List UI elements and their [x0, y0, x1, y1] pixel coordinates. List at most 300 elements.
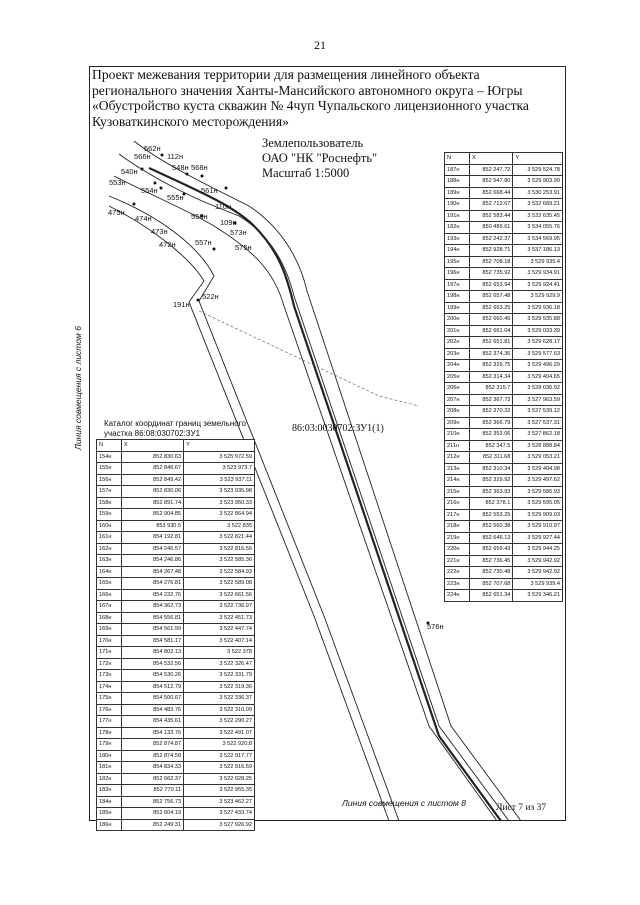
table-cell: 852 668.44	[470, 187, 513, 199]
table-row	[445, 360, 563, 372]
table-header-row	[445, 153, 563, 165]
point-label: 575н	[235, 243, 252, 252]
bottom-alignment-label: Линия совмещения с листом 8	[342, 798, 466, 808]
table-header-cell: N	[445, 153, 470, 165]
table-cell: 854 483.76	[122, 704, 184, 716]
table-row	[445, 371, 563, 383]
table-header-cell: X	[122, 440, 184, 452]
table-cell: 854 133.76	[122, 727, 184, 739]
table-row	[97, 589, 255, 601]
table-cell: 852 657.48	[470, 291, 513, 303]
table-cell: 3 532 635.45	[513, 210, 563, 222]
table-cell: 3 522 584.93	[184, 566, 255, 578]
table-row	[445, 394, 563, 406]
table-cell: 852 770.11	[122, 785, 184, 797]
table-cell: 204н	[445, 360, 470, 372]
table-cell: 185н	[97, 808, 122, 820]
boundary-point	[197, 299, 200, 302]
table-cell: 854 232.76	[122, 589, 184, 601]
table-cell: 852 651.81	[470, 337, 513, 349]
table-cell: 3 528 036.92	[513, 383, 563, 395]
table-cell: 3 529 586.93	[513, 486, 563, 498]
table-row	[97, 693, 255, 705]
table-row	[445, 164, 563, 176]
table-cell: 3 529 929.9	[513, 291, 563, 303]
point-label: 475н	[108, 208, 125, 217]
table-cell: 200н	[445, 314, 470, 326]
table-cell: 186н	[97, 819, 122, 831]
table-cell: 852 874.87	[122, 739, 184, 751]
table-cell: 852 583.44	[470, 210, 513, 222]
table-row	[97, 601, 255, 613]
table-cell: 183н	[97, 785, 122, 797]
table-cell: 3 529 939.4	[513, 578, 563, 590]
table-cell: 165н	[97, 578, 122, 590]
table-cell: 852 651.34	[470, 590, 513, 602]
table-cell: 3 522 407.14	[184, 635, 255, 647]
table-cell: 3 522 955.35	[184, 785, 255, 797]
table-row	[445, 187, 563, 199]
table-row	[445, 440, 563, 452]
table-cell: 167н	[97, 601, 122, 613]
table-cell: 202н	[445, 337, 470, 349]
table-cell: 854 246.86	[122, 555, 184, 567]
table-cell: 3 522 451.73	[184, 612, 255, 624]
table-cell: 852 315.7	[470, 383, 513, 395]
table-cell: 3 527 862.18	[513, 429, 563, 441]
table-row	[445, 544, 563, 556]
table-cell: 3 522 331.79	[184, 670, 255, 682]
point-label: 474н	[135, 214, 152, 223]
table-row	[445, 429, 563, 441]
table-row	[97, 704, 255, 716]
table-cell: 852 730.48	[470, 567, 513, 579]
table-cell: 191н	[445, 210, 470, 222]
table-cell: 3 527 926.92	[184, 819, 255, 831]
point-label: 561н	[201, 186, 218, 195]
table-cell: 3 529 927.44	[513, 532, 563, 544]
table-row	[97, 566, 255, 578]
table-cell: 154н	[97, 451, 122, 463]
table-cell: 3 529 909.03	[513, 509, 563, 521]
point-label: 568н	[191, 163, 208, 172]
table-cell: 3 537 186.13	[513, 245, 563, 257]
table-cell: 188н	[445, 176, 470, 188]
page-title: Проект межевания территории для размещения линейного объекта регионального значения Ханты-Мансийского автономного округа – Югры «Обустройство куста скважин № 4чуп Чупальского лицензионного участка Кузоваткинского месторождения»	[92, 67, 529, 129]
table-cell: 201н	[445, 325, 470, 337]
table-cell: 3 529 628.17	[513, 337, 563, 349]
point-label: 473н	[151, 227, 168, 236]
boundary-point	[141, 168, 144, 171]
table-row	[445, 567, 563, 579]
table-cell: 180н	[97, 750, 122, 762]
table-cell: 852 662.37	[122, 773, 184, 785]
table-cell: 216н	[445, 498, 470, 510]
table-cell: 852 708.18	[470, 256, 513, 268]
table-row	[97, 474, 255, 486]
cadastral-number-label: 86:03:0030702:ЗУ1(1)	[292, 423, 384, 434]
table-cell: 3 529 496.29	[513, 360, 563, 372]
table-row	[97, 578, 255, 590]
owner-name: ОАО "НК "Роснефть"	[262, 151, 378, 165]
table-cell: 3 529 942.92	[513, 555, 563, 567]
table-cell: 3 530 253.91	[513, 187, 563, 199]
table-cell: 852 370.32	[470, 406, 513, 418]
table-cell: 210н	[445, 429, 470, 441]
table-row	[445, 233, 563, 245]
table-row	[445, 348, 563, 360]
table-row	[97, 819, 255, 831]
table-row	[97, 739, 255, 751]
table-cell: 171н	[97, 647, 122, 659]
table-cell: 854 512.79	[122, 681, 184, 693]
table-cell: 3 529 595.05	[513, 498, 563, 510]
table-cell: 3 522 378	[184, 647, 255, 659]
table-cell: 223н	[445, 578, 470, 590]
table-row	[445, 486, 563, 498]
table-cell: 214н	[445, 475, 470, 487]
point-label: 573н	[230, 228, 247, 237]
table-cell: 3 522 916.59	[184, 762, 255, 774]
table-cell: 854 556.81	[122, 612, 184, 624]
table-cell: 182н	[97, 773, 122, 785]
table-row	[445, 521, 563, 533]
table-header-cell: Y	[184, 440, 255, 452]
side-alignment-label: Линия совмещения с листом 6	[73, 326, 83, 450]
table-cell: 196н	[445, 268, 470, 280]
table-cell: 852 830.63	[122, 451, 184, 463]
table-cell: 164н	[97, 566, 122, 578]
table-cell: 3 529 936.18	[513, 302, 563, 314]
table-cell: 208н	[445, 406, 470, 418]
table-cell: 852 849.42	[122, 474, 184, 486]
table-cell: 854 500.67	[122, 693, 184, 705]
table-row	[97, 612, 255, 624]
table-cell: 852 928.71	[470, 245, 513, 257]
point-label: 554н	[141, 186, 158, 195]
table-row	[445, 279, 563, 291]
table-row	[445, 325, 563, 337]
table-cell: 3 529 942.92	[513, 567, 563, 579]
table-cell: 190н	[445, 199, 470, 211]
table-cell: 3 534 055.76	[513, 222, 563, 234]
table-cell: 211н	[445, 440, 470, 452]
table-cell: 3 522 920.8	[184, 739, 255, 751]
boundary-point	[154, 182, 157, 185]
boundary-point	[160, 187, 163, 190]
table-cell: 212н	[445, 452, 470, 464]
table-cell: 852 830.06	[122, 486, 184, 498]
table-row	[97, 635, 255, 647]
table-cell: 205н	[445, 371, 470, 383]
table-row	[97, 497, 255, 509]
table-cell: 162н	[97, 543, 122, 555]
point-label: 566н	[134, 152, 151, 161]
table-cell: 3 522 661.56	[184, 589, 255, 601]
table-cell: 852 874.58	[122, 750, 184, 762]
table-cell: 172н	[97, 658, 122, 670]
boundary-point	[133, 203, 136, 206]
table-cell: 221н	[445, 555, 470, 567]
table-cell: 213н	[445, 463, 470, 475]
scale-label: Масштаб 1:5000	[262, 166, 350, 180]
table-cell: 850 489.61	[470, 222, 513, 234]
table-cell: 3 522 310.09	[184, 704, 255, 716]
table-cell: 219н	[445, 532, 470, 544]
point-label: 522н	[202, 292, 219, 301]
point-label: 109н	[220, 218, 237, 227]
table-cell: 3 529 404.98	[513, 463, 563, 475]
table-cell: 166н	[97, 589, 122, 601]
table-cell: 852 374.36	[470, 348, 513, 360]
table-row	[97, 796, 255, 808]
table-cell: 173н	[97, 670, 122, 682]
table-cell: 854 267.48	[122, 566, 184, 578]
table-cell: 3 527 539.12	[513, 406, 563, 418]
table-cell: 199н	[445, 302, 470, 314]
table-cell: 852 547.80	[470, 176, 513, 188]
table-row	[445, 555, 563, 567]
table-cell: 852 663.25	[470, 302, 513, 314]
table-cell: 3 522 326.47	[184, 658, 255, 670]
table-row	[445, 417, 563, 429]
table-cell: 852 891.74	[122, 497, 184, 509]
table-cell: 3 529 524.78	[513, 164, 563, 176]
table-cell: 3 523 950.33	[184, 497, 255, 509]
table-cell: 160н	[97, 520, 122, 532]
table-cell: 852 604.19	[122, 808, 184, 820]
table-cell: 3 529 346.21	[513, 590, 563, 602]
table-cell: 157н	[97, 486, 122, 498]
table-cell: 852 363.93	[470, 486, 513, 498]
table-cell: 161н	[97, 532, 122, 544]
table-cell: 3 522 336.37	[184, 693, 255, 705]
table-cell: 3 522 835	[184, 520, 255, 532]
table-row	[445, 337, 563, 349]
table-cell: 195н	[445, 256, 470, 268]
coordinates-table-right	[444, 152, 563, 602]
table-cell: 852 712.67	[470, 199, 513, 211]
table-cell: 156н	[97, 474, 122, 486]
table-cell: 3 529 935.4	[513, 256, 563, 268]
coordinates-table-left	[96, 439, 255, 831]
table-cell: 3 523 935.98	[184, 486, 255, 498]
point-label: 112н	[167, 152, 184, 161]
table-cell: 852 242.37	[470, 233, 513, 245]
table-cell: 3 523 462.27	[184, 796, 255, 808]
table-cell: 179н	[97, 739, 122, 751]
table-cell: 182н	[445, 222, 470, 234]
table-cell: 197н	[445, 279, 470, 291]
table-row	[445, 210, 563, 222]
page-number: 21	[314, 38, 326, 52]
table-cell: 852 707.68	[470, 578, 513, 590]
table-row	[97, 543, 255, 555]
table-row	[97, 681, 255, 693]
boundary-point	[225, 187, 228, 190]
table-cell: 3 523 937.11	[184, 474, 255, 486]
table-cell: 852 660.46	[470, 314, 513, 326]
table-cell: 853 930.5	[122, 520, 184, 532]
table-cell: 852 247.72	[470, 164, 513, 176]
table-row	[445, 498, 563, 510]
table-row	[445, 302, 563, 314]
table-cell: 3 522 821.44	[184, 532, 255, 544]
table-header-row	[97, 440, 255, 452]
table-cell: 194н	[445, 245, 470, 257]
table-cell: 852 378.1	[470, 498, 513, 510]
table-cell: 854 192.81	[122, 532, 184, 544]
table-cell: 217н	[445, 509, 470, 521]
table-row	[445, 383, 563, 395]
table-cell: 3 522 864.94	[184, 509, 255, 521]
table-cell: 222н	[445, 567, 470, 579]
table-row	[445, 222, 563, 234]
point-label: 556н	[191, 212, 208, 221]
owner-label: Землепользователь	[262, 136, 364, 150]
table-cell: 3 522 319.36	[184, 681, 255, 693]
owner-block	[262, 136, 377, 181]
table-cell: 3 527 963.59	[513, 394, 563, 406]
table-cell: 215н	[445, 486, 470, 498]
point-label: 557н	[195, 238, 212, 247]
table-cell: 3 523 973.7	[184, 463, 255, 475]
point-label: 472н	[159, 240, 176, 249]
table-cell: 852 904.85	[122, 509, 184, 521]
table-cell: 220н	[445, 544, 470, 556]
table-row	[97, 520, 255, 532]
table-cell: 3 522 917.77	[184, 750, 255, 762]
table-row	[445, 314, 563, 326]
table-row	[445, 245, 563, 257]
point-label: 110н	[215, 202, 232, 211]
table-cell: 854 362.73	[122, 601, 184, 613]
table-row	[445, 475, 563, 487]
table-cell: 3 522 585.36	[184, 555, 255, 567]
point-label: 540н	[121, 167, 138, 176]
table-cell: 3 529 924.41	[513, 279, 563, 291]
table-row	[97, 750, 255, 762]
table-cell: 3 522 736.97	[184, 601, 255, 613]
table-cell: 155н	[97, 463, 122, 475]
table-cell: 3 529 577.63	[513, 348, 563, 360]
table-row	[97, 532, 255, 544]
table-cell: 852 329.75	[470, 360, 513, 372]
table-cell: 852 366.79	[470, 417, 513, 429]
table-cell: 852 756.73	[122, 796, 184, 808]
point-label: 553н	[109, 178, 126, 187]
table-cell: 3 534 569.95	[513, 233, 563, 245]
table-cell: 3 529 497.62	[513, 475, 563, 487]
table-cell: 3 529 903.99	[513, 176, 563, 188]
table-cell: 218н	[445, 521, 470, 533]
point-label: 191н	[173, 300, 190, 309]
table-row	[445, 463, 563, 475]
point-label: 548н	[172, 163, 189, 172]
table-cell: 854 530.26	[122, 670, 184, 682]
table-cell: 169н	[97, 624, 122, 636]
table-cell: 852 646.13	[470, 532, 513, 544]
table-cell: 3 527 433.74	[184, 808, 255, 820]
table-cell: 852 311.68	[470, 452, 513, 464]
table-cell: 854 561.99	[122, 624, 184, 636]
table-cell: 3 522 816.56	[184, 543, 255, 555]
table-row	[445, 199, 563, 211]
table-cell: 176н	[97, 704, 122, 716]
table-cell: 203н	[445, 348, 470, 360]
table-cell: 177н	[97, 716, 122, 728]
table-cell: 3 522 447.74	[184, 624, 255, 636]
table-cell: 3 529 935.88	[513, 314, 563, 326]
table-cell: 852 310.34	[470, 463, 513, 475]
table-cell: 159н	[97, 509, 122, 521]
boundary-point	[186, 173, 189, 176]
table-cell: 854 532.56	[122, 658, 184, 670]
table-cell: 852 560.38	[470, 521, 513, 533]
table-cell: 198н	[445, 291, 470, 303]
table-cell: 170н	[97, 635, 122, 647]
table-cell: 3 529 053.21	[513, 452, 563, 464]
table-row	[97, 647, 255, 659]
table-row	[97, 808, 255, 820]
table-row	[445, 256, 563, 268]
table-row	[97, 716, 255, 728]
table-cell: 852 653.94	[470, 279, 513, 291]
table-cell: 3 522 290.27	[184, 716, 255, 728]
table-cell: 3 525 972.59	[184, 451, 255, 463]
table-cell: 852 249.31	[122, 819, 184, 831]
table-cell: 168н	[97, 612, 122, 624]
table-cell: 163н	[97, 555, 122, 567]
table-cell: 207н	[445, 394, 470, 406]
table-header-cell: Y	[513, 153, 563, 165]
table-row	[97, 727, 255, 739]
table-row	[445, 509, 563, 521]
table-row	[97, 624, 255, 636]
table-cell: 209н	[445, 417, 470, 429]
table-cell: 187н	[445, 164, 470, 176]
table-row	[445, 176, 563, 188]
table-cell: 854 276.81	[122, 578, 184, 590]
table-cell: 175н	[97, 693, 122, 705]
table-cell: 3 529 033.39	[513, 325, 563, 337]
table-row	[97, 658, 255, 670]
table-row	[445, 578, 563, 590]
table-cell: 852 846.67	[122, 463, 184, 475]
table-cell: 852 353.06	[470, 429, 513, 441]
table-cell: 852 329.92	[470, 475, 513, 487]
point-label: 576н	[427, 622, 444, 631]
table-row	[445, 406, 563, 418]
table-cell: 3 529 910.97	[513, 521, 563, 533]
table-cell: 206н	[445, 383, 470, 395]
table-cell: 189н	[445, 187, 470, 199]
table-cell: 3 522 491.07	[184, 727, 255, 739]
table-cell: 3 522 928.25	[184, 773, 255, 785]
table-cell: 184н	[97, 796, 122, 808]
leader-line	[199, 311, 419, 406]
table-cell: 158н	[97, 497, 122, 509]
boundary-point	[213, 248, 216, 251]
table-row	[97, 451, 255, 463]
table-row	[97, 670, 255, 682]
sheet-number-label: Лист 7 из 37	[496, 803, 547, 813]
boundary-point	[161, 154, 164, 157]
table-cell: 852 314.34	[470, 371, 513, 383]
table-row	[97, 509, 255, 521]
table-cell: 3 529 944.25	[513, 544, 563, 556]
table-row	[97, 785, 255, 797]
